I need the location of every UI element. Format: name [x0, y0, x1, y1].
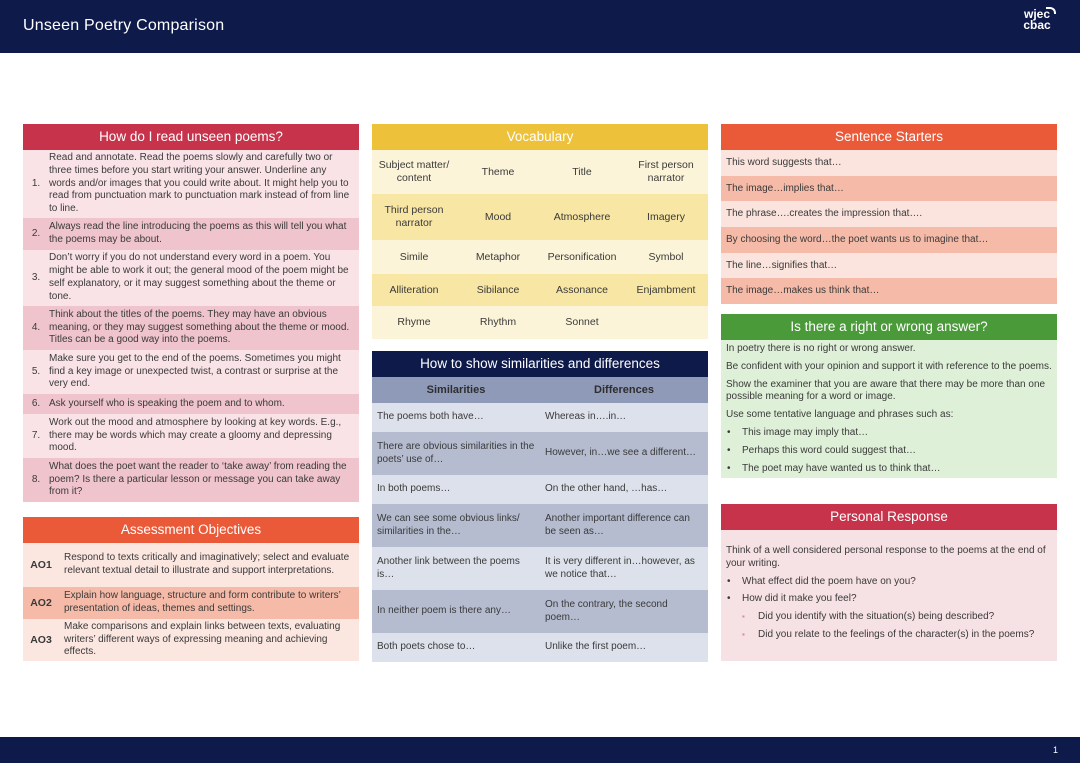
similarity-phrase: Another link between the poems is…	[377, 555, 520, 580]
vocab-term: Simile	[372, 240, 456, 274]
ao-code: AO2	[30, 596, 52, 609]
assessment-panel-title: Assessment Objectives	[23, 517, 359, 543]
sentence-starter: This word suggests that…	[721, 150, 1057, 176]
personal-questions-list	[726, 576, 1052, 642]
difference-phrase: On the other hand, …has…	[545, 483, 668, 495]
differences-column-header: Differences	[594, 384, 654, 396]
right-or-wrong-title: Is there a right or wrong answer?	[721, 314, 1057, 340]
similarity-phrase: In both poems…	[377, 483, 451, 495]
logo-text-line2: cbac	[1023, 18, 1051, 32]
read-item	[23, 394, 359, 414]
vocab-term: Personification	[540, 240, 624, 274]
read-item-text: Always read the line introducing the poems as this will tell you what the poems may be about.	[49, 221, 347, 245]
similarity-phrase: There are obvious similarities in the poets’ use of…	[377, 440, 535, 465]
ao-code: AO1	[30, 558, 52, 571]
table-row	[372, 475, 708, 504]
read-item	[23, 306, 359, 350]
similarity-phrase: In neither poem is there any…	[377, 605, 511, 617]
list-item: • This image may imply that…	[726, 427, 1052, 440]
difference-phrase: On the contrary, the second poem…	[545, 598, 668, 623]
assessment-item	[23, 543, 359, 587]
sentence-starters-title: Sentence Starters	[721, 124, 1057, 150]
vocabulary-panel-title: Vocabulary	[372, 124, 708, 150]
read-panel-title: How do I read unseen poems?	[23, 124, 359, 150]
list-item: • What effect did the poem have on you?	[726, 576, 1052, 589]
read-item-number: 6.	[31, 397, 41, 409]
difference-phrase: Another important difference can be seen as…	[545, 512, 690, 537]
table-row	[372, 547, 708, 590]
read-item-text: What does the poet want the reader to ‘take away’ from reading the poem? Is there a particular lesson or message you can take away from it?	[49, 460, 347, 498]
difference-phrase: It is very different in…however, as we notice that…	[545, 555, 695, 580]
vocabulary-panel	[372, 124, 708, 339]
ao-text: Explain how language, structure and form contribute to writers’ presentation of ideas, themes and settings.	[64, 590, 341, 614]
read-item-number: 7.	[31, 429, 41, 441]
vocab-term: Symbol	[624, 240, 708, 274]
table-row	[372, 633, 708, 662]
read-item-text: Think about the titles of the poems. They may have an obvious meaning, or they may suggest something about the theme or mood. Titles can be a good way into the poems.	[49, 308, 350, 346]
read-item	[23, 350, 359, 394]
right-paragraph: Show the examiner that you are aware that there may be more than one possible meaning for a word or image.	[726, 378, 1046, 403]
similarities-panel-title: How to show similarities and differences	[372, 351, 708, 377]
vocab-term: Mood	[456, 194, 540, 240]
page-title: Unseen Poetry Comparison	[23, 17, 225, 34]
read-item	[23, 150, 359, 218]
read-item	[23, 218, 359, 250]
read-item-number: 8.	[31, 473, 41, 485]
similarities-differences-panel	[372, 351, 708, 662]
difference-phrase: Whereas in….in…	[545, 411, 627, 423]
wjec-logo	[1020, 9, 1054, 43]
similarity-phrase: Both poets chose to…	[377, 641, 476, 653]
sub-list-item: ▪ Did you identify with the situation(s) being described?	[726, 611, 1052, 624]
read-item	[23, 458, 359, 502]
page-number: 1	[1052, 745, 1058, 755]
right-paragraph: Use some tentative language and phrases such as:	[726, 409, 954, 421]
table-row	[372, 590, 708, 633]
read-item-text: Work out the mood and atmosphere by looking at key words. E.g., there may be words which may create a gloomy and depressing mood.	[49, 416, 342, 454]
list-item: • Perhaps this word could suggest that…	[726, 445, 1052, 458]
vocabulary-grid	[372, 150, 708, 339]
personal-response-panel	[721, 504, 1057, 661]
similarities-header-row	[372, 377, 708, 403]
table-row	[372, 504, 708, 547]
sentence-starter: The image…implies that…	[721, 176, 1057, 202]
assessment-item	[23, 619, 359, 661]
vocab-term: Rhyme	[372, 306, 456, 339]
vocab-term: Atmosphere	[540, 194, 624, 240]
read-item-text: Ask yourself who is speaking the poem and to whom.	[49, 397, 285, 409]
list-item: • How did it make you feel?	[726, 593, 1052, 606]
vocab-term: Sonnet	[540, 306, 624, 339]
right-paragraph: Be confident with your opinion and support it with reference to the poems.	[726, 360, 1052, 372]
read-item	[23, 250, 359, 306]
ao-text: Respond to texts critically and imaginatively; select and evaluate relevant textual detail to illustrate and support interpretations.	[64, 552, 350, 576]
vocab-term: Assonance	[540, 274, 624, 306]
right-or-wrong-body	[721, 340, 1057, 478]
vocab-term: Alliteration	[372, 274, 456, 306]
right-or-wrong-panel	[721, 314, 1057, 478]
read-item-number: 2.	[31, 227, 41, 239]
personal-response-title: Personal Response	[721, 504, 1057, 530]
vocab-term: Sibilance	[456, 274, 540, 306]
read-item-number: 1.	[31, 177, 41, 189]
difference-phrase: However, in…we see a different…	[545, 447, 697, 459]
read-item-number: 3.	[31, 271, 41, 283]
assessment-objectives-panel	[23, 517, 359, 661]
difference-phrase: Unlike the first poem…	[545, 641, 647, 653]
read-item-text: Don’t worry if you do not understand every word in a poem. You might be able to work it out; the general mood of the poem might be self explanatory, or it may suggest something about the theme or tone.	[49, 252, 349, 302]
read-item-text: Make sure you get to the end of the poems. Sometimes you might find a key image or unexpected twist, a contrast or surprise at the very end.	[49, 352, 341, 390]
tentative-phrases-list	[726, 427, 1052, 475]
vocab-term: Metaphor	[456, 240, 540, 274]
vocab-term: Subject matter/ content	[372, 150, 456, 194]
sentence-starter: The image…makes us think that…	[721, 278, 1057, 304]
similarity-phrase: We can see some obvious links/ similarities in the…	[377, 512, 520, 537]
vocab-term: Rhythm	[456, 306, 540, 339]
bottom-banner	[0, 737, 1080, 763]
list-item: • The poet may have wanted us to think that…	[726, 463, 1052, 476]
read-item	[23, 414, 359, 458]
vocab-term: Imagery	[624, 194, 708, 240]
vocab-term: Title	[540, 150, 624, 194]
similarities-column-header: Similarities	[426, 384, 486, 396]
read-item-number: 4.	[31, 321, 41, 333]
right-paragraph: In poetry there is no right or wrong answer.	[726, 343, 916, 354]
read-item-text: Read and annotate. Read the poems slowly and carefully two or three times before you start writing your answer. Underline any words and/or images that you could write about. It might help you to read from punctuation mark to punctuation mark instead of from line to line.	[49, 152, 350, 215]
table-row	[372, 403, 708, 432]
vocab-term	[624, 306, 708, 339]
logo-wing-icon	[1046, 7, 1056, 14]
personal-intro: Think of a well considered personal response to the poems at the end of your writing.	[726, 545, 1046, 569]
similarity-phrase: The poems both have…	[377, 411, 484, 423]
sentence-starter: The phrase….creates the impression that….	[721, 201, 1057, 227]
sentence-starter: The line…signifies that…	[721, 253, 1057, 279]
vocab-term: First person narrator	[624, 150, 708, 194]
top-banner	[0, 0, 1080, 53]
assessment-item	[23, 587, 359, 619]
sentence-starters-panel	[721, 124, 1057, 304]
sub-list-item: ▪ Did you relate to the feelings of the character(s) in the poems?	[726, 629, 1052, 642]
sentence-starter: By choosing the word…the poet wants us to imagine that…	[721, 227, 1057, 253]
read-unseen-poems-panel	[23, 124, 359, 502]
read-item-number: 5.	[31, 365, 41, 377]
table-row	[372, 432, 708, 475]
ao-text: Make comparisons and explain links between texts, evaluating writers’ different ways of expressing meaning and achieving effects.	[64, 620, 341, 658]
logo-text-line1: wjec	[1023, 7, 1050, 21]
vocab-term: Third person narrator	[372, 194, 456, 240]
ao-code: AO3	[30, 633, 52, 646]
vocab-term: Enjambment	[624, 274, 708, 306]
personal-response-body	[721, 530, 1057, 642]
vocab-term: Theme	[456, 150, 540, 194]
